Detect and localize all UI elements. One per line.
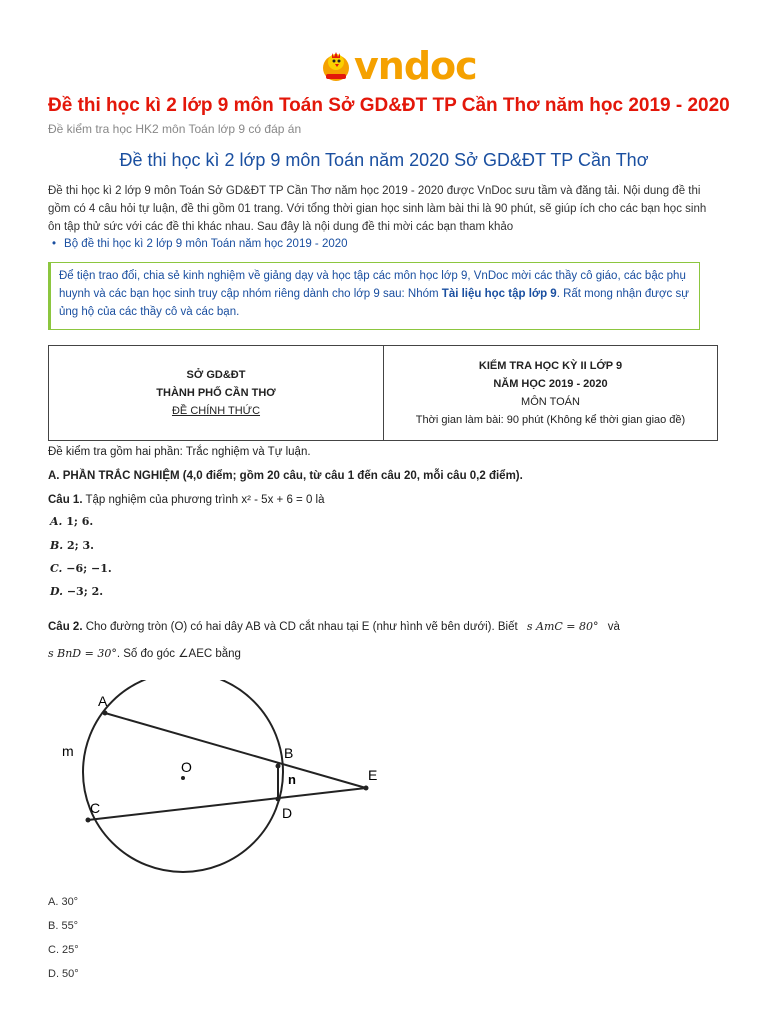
label-b: B	[284, 745, 294, 761]
subject-name: MÔN TOÁN	[521, 396, 580, 408]
question-2	[48, 620, 620, 633]
exam-header-left	[49, 346, 384, 440]
q1-option-a-value: 1; 6.	[66, 515, 94, 528]
point-c	[86, 818, 91, 823]
label-m: m	[62, 743, 74, 759]
question-1-text: Tập nghiệm của phương trình x² - 5x + 6 = 0 là	[82, 494, 325, 506]
related-link[interactable]: • Bộ đề thi học kì 2 lớp 9 môn Toán năm học 2019 - 2020	[52, 238, 348, 250]
label-d: D	[282, 805, 293, 821]
notice-text-after: . Rất mong nhận được sự ủng hộ của các thầy cô và các bạn.	[59, 288, 689, 318]
label-c: C	[90, 800, 101, 816]
q1-option-d-letter: D.	[50, 585, 63, 598]
q1-option-b-letter: B.	[50, 539, 64, 552]
page-title: Đề thi học kì 2 lớp 9 môn Toán Sở GD&ĐT TP Cần Thơ năm học 2019 - 2020	[48, 95, 730, 116]
exam-name: KIỂM TRA HỌC KỲ II LỚP 9	[478, 360, 623, 372]
label-a: A	[98, 693, 108, 709]
official-label: ĐỀ CHÍNH THỨC	[171, 405, 261, 417]
arc-amc-value: s AmC = 80°	[526, 620, 599, 633]
page-subtitle: Đề kiểm tra học HK2 môn Toán lớp 9 có đáp án	[48, 122, 302, 136]
city-name: THÀNH PHỐ CẦN THƠ	[156, 387, 276, 399]
question-2-and: và	[607, 621, 620, 633]
question-2-line2	[48, 646, 241, 660]
q2-option-a: A. 30°	[48, 896, 79, 908]
q1-option-b-value: 2; 3.	[66, 539, 95, 552]
point-e	[364, 786, 369, 791]
exam-structure: Đề kiểm tra gồm hai phần: Trắc nghiệm và Tự luận.	[48, 446, 311, 458]
question-2-label: Câu 2.	[48, 621, 83, 633]
arc-bnd-value: s BnD = 30°	[48, 647, 117, 660]
q1-option-b	[50, 539, 94, 552]
q2-option-b: B. 55°	[48, 920, 79, 932]
q1-option-d	[50, 585, 103, 598]
point-a	[103, 711, 108, 716]
section-a-heading: A. PHẦN TRẮC NGHIỆM (4,0 điểm; gồm 20 câu, từ câu 1 đến câu 20, mỗi câu 0,2 điểm).	[48, 470, 523, 482]
question-2-text: Cho đường tròn (O) có hai dây AB và CD cắt nhau tại E (như hình vẽ bên dưới). Biết	[82, 621, 518, 633]
question-1	[48, 494, 324, 506]
secant-ab	[105, 713, 366, 788]
q1-option-c-value: −6; −1.	[66, 562, 112, 575]
group-link[interactable]: Tài liệu học tập lớp 9	[441, 288, 557, 300]
question-1-label: Câu 1.	[48, 494, 83, 506]
secant-cd	[88, 788, 366, 820]
point-o	[181, 776, 185, 780]
exam-header-table	[48, 345, 718, 441]
q1-option-a	[50, 515, 93, 528]
article-heading: Đề thi học kì 2 lớp 9 môn Toán năm 2020 Sở GD&ĐT TP Cần Thơ	[119, 150, 649, 170]
intro-paragraph: Đề thi học kì 2 lớp 9 môn Toán Sở GD&ĐT TP Cần Thơ năm học 2019 - 2020 được VnDoc sưu tầm và đăng tải. Nội dung đề thi gồm có 4 câu hỏi tự luận, đề thi gồm 01 trang. Với tổng thời gian học sinh làm bài thi là 90 phút, sẽ giúp ích cho các bạn học sinh ôn tập thử sức với các đề thi khác nhau. Sau đây là nội dung đề thi mời các bạn tham khảo	[48, 185, 707, 233]
circle-figure	[48, 680, 388, 880]
q1-option-c	[50, 562, 112, 575]
q1-option-c-letter: C.	[50, 562, 63, 575]
point-d	[276, 797, 281, 802]
school-year: NĂM HỌC 2019 - 2020	[493, 378, 608, 390]
notice-box	[48, 262, 700, 330]
exam-duration: Thời gian làm bài: 90 phút (Không kể thời gian giao đề)	[415, 414, 686, 426]
label-n: n	[288, 772, 296, 787]
q1-option-d-value: −3; 2.	[66, 585, 104, 598]
vndoc-logo[interactable]	[318, 46, 477, 86]
question-2-text2: . Số đo góc ∠AEC bằng	[116, 648, 241, 660]
exam-header-right	[384, 346, 717, 440]
chicken-mascot-icon	[318, 48, 354, 84]
point-b	[276, 764, 281, 769]
q2-option-d: D. 50°	[48, 968, 79, 980]
label-e: E	[368, 767, 378, 783]
logo-text: vndoc	[354, 44, 477, 88]
label-o: O	[181, 759, 192, 775]
department-name: SỞ GD&ĐT	[186, 369, 246, 381]
q2-option-c: C. 25°	[48, 944, 79, 956]
q1-option-a-letter: A.	[50, 515, 63, 528]
notice-text-before: Để tiện trao đổi, chia sẻ kinh nghiệm về giảng dạy và học tập các môn học lớp 9, VnDoc mời các thầy cô giáo, các bậc phụ huynh và các bạn học sinh truy cập nhóm riêng dành cho lớp 9 sau: Nhóm	[59, 270, 686, 300]
